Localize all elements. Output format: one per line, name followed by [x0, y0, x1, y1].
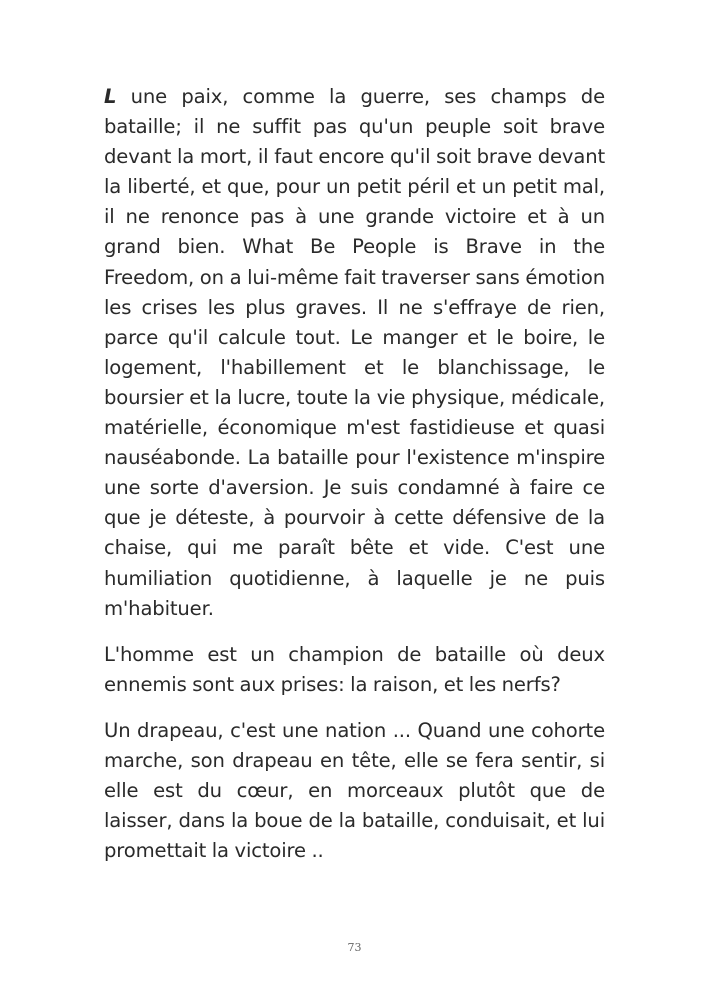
paragraph-3: Un drapeau, c'est une nation ... Quand une cohorte marche, son drapeau en tête, elle se fera sentir, si elle est du cœur, en morceaux plutôt que de laisser, dans la boue de la bataille, conduisait, et lui promettait la victoire ..	[104, 718, 605, 863]
paragraph-2: L'homme est un champion de bataille où deux ennemis sont aux prises: la raison, et les nerfs?	[104, 642, 605, 696]
drop-cap: L	[104, 85, 117, 108]
paragraph-1-text: une paix, comme la guerre, ses champs de bataille; il ne suffit pas qu'un peuple soit brave devant la mort, il faut encore qu'il soit brave devant la liberté, et que, pour un petit péril et un petit mal, il ne renonce pas à une grande victoire et à un grand bien. What Be People is Brave in the Freedom, on a lui-même fait traverser sans émotion les crises les plus graves. Il ne s'effraye de rien, parce qu'il calcule tout. Le manger et le boire, le logement, l'habillement et le blanchissage, le boursier et la lucre, toute la vie physique, médicale, matérielle, économique m'est fastidieuse et quasi nauséabonde. La bataille pour l'existence m'inspire une sorte d'aversion. Je suis condamné à faire ce que je déteste, à pourvoir à cette défensive de la chaise, qui me paraît bête et vide. C'est une humiliation quotidienne, à laquelle je ne puis m'habituer.	[104, 85, 605, 620]
paragraph-1	[104, 82, 605, 624]
page-number: 73	[347, 941, 362, 954]
body-text	[104, 82, 605, 882]
